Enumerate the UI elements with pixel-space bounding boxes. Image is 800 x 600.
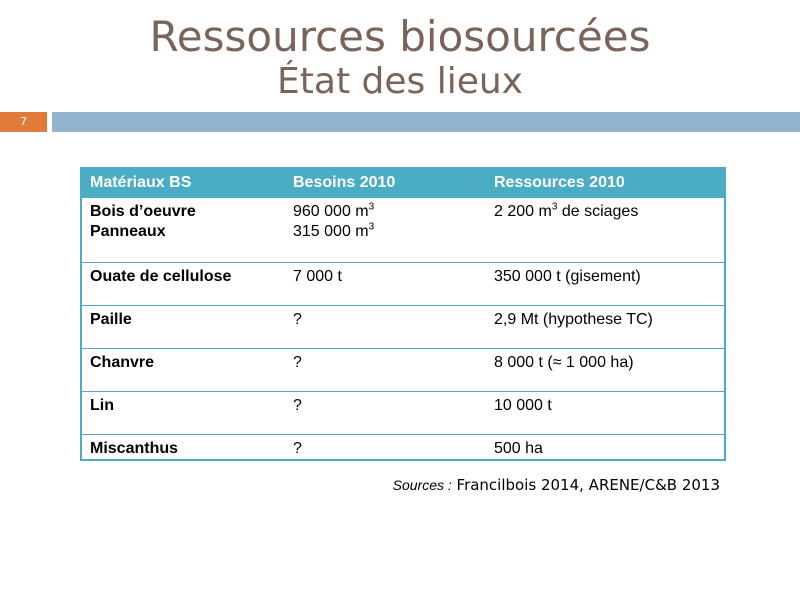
needs-value: 315 000 m bbox=[293, 223, 369, 240]
sources-note bbox=[393, 476, 720, 494]
material-cell: Lin bbox=[81, 392, 285, 435]
header-materials: Matériaux BS bbox=[81, 168, 285, 198]
table-row bbox=[81, 198, 725, 263]
table-row bbox=[81, 392, 725, 435]
needs-cell: ? bbox=[285, 349, 486, 392]
material-cell: Ouate de cellulose bbox=[81, 263, 285, 306]
table-header-row bbox=[81, 168, 725, 198]
resources-cell: 2,9 Mt (hypothese TC) bbox=[486, 306, 725, 349]
needs-cell: 7 000 t bbox=[285, 263, 486, 306]
material-name: Bois d’oeuvre bbox=[90, 203, 196, 220]
slide-title-line1: Ressources biosourcées bbox=[149, 12, 651, 61]
needs-cell: ? bbox=[285, 392, 486, 435]
resources-cell: 10 000 t bbox=[486, 392, 725, 435]
material-cell: Paille bbox=[81, 306, 285, 349]
header-divider-bar bbox=[52, 112, 800, 132]
table-row bbox=[81, 435, 725, 461]
material-name: Panneaux bbox=[90, 223, 166, 240]
material-cell bbox=[81, 198, 285, 263]
unit-exponent: 3 bbox=[368, 201, 375, 213]
resources-cell: 500 ha bbox=[486, 435, 725, 461]
unit-exponent: 3 bbox=[551, 201, 558, 213]
needs-cell bbox=[285, 198, 486, 263]
slide-title bbox=[0, 14, 800, 102]
needs-value: 960 000 m bbox=[293, 203, 369, 220]
resources-table bbox=[80, 167, 726, 461]
resources-cell: 8 000 t (≈ 1 000 ha) bbox=[486, 349, 725, 392]
needs-cell: ? bbox=[285, 306, 486, 349]
header-needs: Besoins 2010 bbox=[285, 168, 486, 198]
needs-cell: ? bbox=[285, 435, 486, 461]
sources-text: Francilbois 2014, ARENE/C&B 2013 bbox=[451, 476, 720, 494]
resources-cell: 350 000 t (gisement) bbox=[486, 263, 725, 306]
resources-value: 2 200 m bbox=[494, 203, 552, 220]
header-resources: Ressources 2010 bbox=[486, 168, 725, 198]
slide-title-line2: État des lieux bbox=[277, 61, 523, 103]
table-row bbox=[81, 263, 725, 306]
material-cell: Miscanthus bbox=[81, 435, 285, 461]
slide-number: 7 bbox=[0, 112, 47, 132]
sources-label: Sources : bbox=[392, 477, 452, 493]
resources-value-suffix: de sciages bbox=[557, 203, 639, 220]
unit-exponent: 3 bbox=[368, 221, 375, 233]
material-cell: Chanvre bbox=[81, 349, 285, 392]
table-row bbox=[81, 349, 725, 392]
table-row bbox=[81, 306, 725, 349]
resources-cell bbox=[486, 198, 725, 263]
